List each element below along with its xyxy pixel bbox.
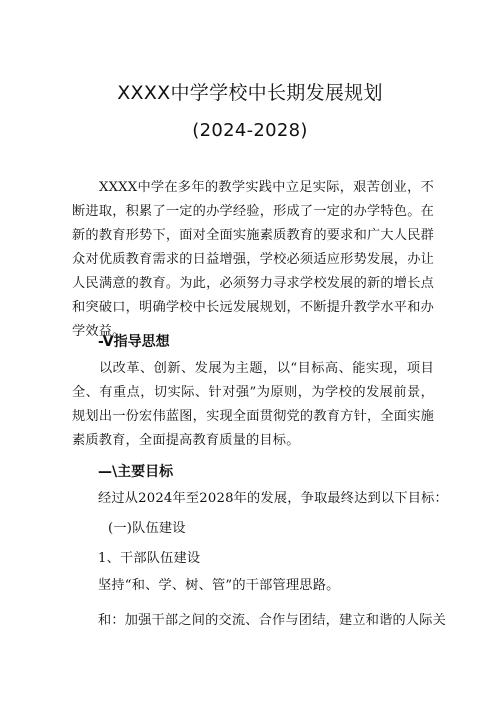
intro-paragraph: XXXX中学在多年的教学实践中立足实际，艰苦创业，不断进取，积累了一定的办学经验，形成了一定的办学特色。在新的教育形势下，面对全面实施素质教育的要求和广大人民群众对优质教育需求的日益增强，学校必须适应形势发展，办让人民满意的教育。为此，必须努力寻求学校发展的新的增长点和突破口，明确学校中长远发展规划，不断提升教学水平和办学效益。 bbox=[72, 180, 434, 339]
guiding-ideology-paragraph: 以改革、创新、发展为主题，以“目标高、能实现，项目全、有重点，切实际、针对强”为原则，为学校的发展前景，规划出一份宏伟蓝图，实现全面贯彻党的教育方针，全面实施素质教育，全面提高教育质量的目标。 bbox=[72, 361, 434, 448]
document-years: (2024-2028) bbox=[192, 120, 308, 141]
subsection-team-building: (一)队伍建设 bbox=[108, 521, 186, 536]
main-goals-intro: 经过从2024年至2028年的发展，争取最终达到以下目标： bbox=[98, 491, 448, 506]
document-title: XXXX中学学校中长期发展规划 bbox=[117, 82, 383, 104]
subsection-cadre-team: 1、干部队伍建设 bbox=[98, 551, 201, 566]
section-heading-guiding-ideology: -V指导思想 bbox=[98, 334, 170, 350]
cadre-management-text: 坚持“和、学、树、管”的干部管理思路。 bbox=[98, 578, 340, 593]
section-heading-main-goals: —\主要目标 bbox=[98, 464, 174, 480]
harmony-text: 和：加强干部之间的交流、合作与团结，建立和谐的人际关 bbox=[98, 613, 447, 628]
